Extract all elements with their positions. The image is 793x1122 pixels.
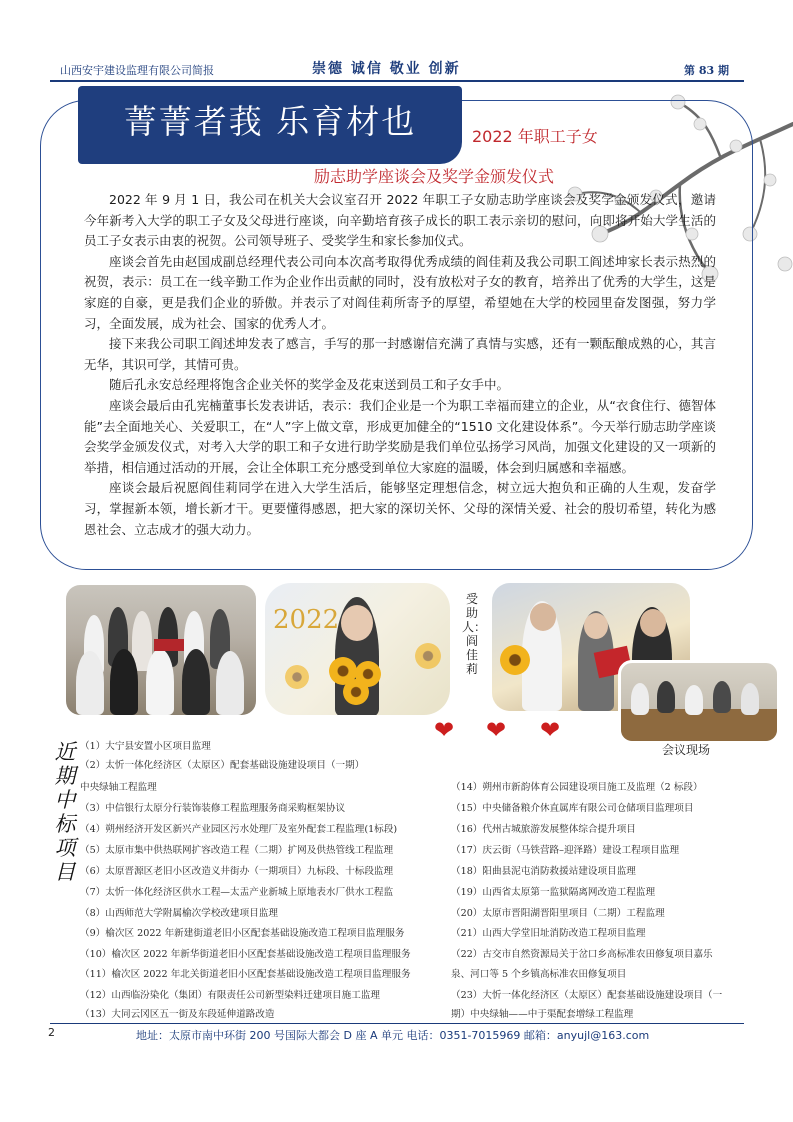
project-item: （16）代州古城旅游发展整体综合提升项目 — [451, 824, 636, 835]
banner-title: 菁菁者莪 乐育材也 — [123, 102, 417, 141]
article-paragraph: 接下来我公司职工阎述坤发表了感言，手写的那一封感谢信充满了真情与实感，还有一颗酝酿成熟的心，其言无华，其识可学，其情可贵。 — [84, 336, 716, 372]
page-number: 2 — [48, 1026, 55, 1039]
heart-icon: ❤ — [486, 716, 507, 744]
recent-projects-title: 近期中标项目 — [54, 740, 76, 884]
project-item: （22）古交市自然资源局关于岔口乡高标准农田修复项目嘉乐 — [451, 949, 713, 960]
project-item: （13）大同云冈区五一街及东段延伸道路改造 — [80, 1009, 275, 1020]
project-item: （19）山西省太原第一监狱隔离网改造工程监理 — [451, 887, 656, 898]
article-paragraph: 随后孔永安总经理将饱含企业关怀的奖学金及花束送到员工和子女手中。 — [109, 377, 510, 393]
project-item: （7）太忻一体化经济区供水工程—太盂产业新城上原地表水厂供水工程监 — [80, 887, 394, 898]
project-item: （14）朔州市新韵体育公园建设项目施工及监理（2 标段） — [451, 782, 703, 793]
project-item: 期）中央绿轴——中于渠配套增绿工程监理 — [451, 1009, 634, 1020]
meeting-caption: 会议现场 — [662, 743, 711, 757]
article-paragraph: 2022 年 9 月 1 日，我公司在机关大会议室召开 2022 年职工子女励志助学座谈会及奖学金颁发仪式，邀请今年新考入大学的职工子女及父母进行座谈，向辛勤培育孩子成长的职工表示亲切的慰问，向即将开始大学生活的员工子女表示由衷的祝贺。公司领导班子、受奖学生和家长参加仪式。 — [84, 192, 716, 249]
project-item: （4）朔州经济开发区新兴产业园区污水处理厂及室外配套工程监理(1标段) — [80, 824, 398, 835]
company-motto: 崇德 诚信 敬业 创新 — [312, 61, 461, 77]
company-name: 山西安宇建设监理有限公司简报 — [60, 64, 214, 77]
project-item: （10）榆次区 2022 年新华街道老旧小区配套基础设施改造工程项目监理服务 — [80, 949, 411, 960]
project-item: （12）山西临汾染化（集团）有限责任公司新型染料迁建项目施工监理 — [80, 990, 381, 1001]
project-item: （6）太原晋源区老旧小区改造义井街办（一期项目）九标段、十标段监理 — [80, 866, 394, 877]
heart-icon: ❤ — [434, 716, 455, 744]
article-paragraph: 座谈会首先由赵国成副总经理代表公司向本次高考取得优秀成绩的阎佳莉及我公司职工阎述坤家长表示热烈的祝贺，表示：员工在一线辛勤工作为企业作出贡献的同时，没有放松对子女的教育，培养出了优秀的大学生，这是家庭的自豪，更是我们企业的骄傲。并表示了对阎佳莉所寄予的厚望，希望她在大学的校园里奋发图强，努力学习，全面发展，成为社会、国家的优秀人才。 — [84, 253, 716, 331]
project-item: （5）太原市集中供热联网扩容改造工程（二期）扩网及供热管线工程监理 — [80, 845, 394, 856]
project-item: （20）太原市晋阳湖晋阳里项目（二期）工程监理 — [451, 908, 665, 919]
article-paragraph: 座谈会最后祝愿阎佳莉同学在进入大学生活后，能够坚定理想信念，树立远大抱负和正确的人生观，发奋学习，掌握新本领，增长新才干。更要懂得感恩，把大家的深切关怀、父母的深情关爱、社会的殷切希望，转化为感恩社会、立志成才的强大动力。 — [84, 480, 716, 537]
project-item: （18）阳曲县泥屯消防救援站建设项目监理 — [451, 866, 636, 877]
group-photo — [66, 585, 256, 715]
recipient-photo: 2022 — [265, 583, 450, 715]
project-item: （2）太忻一体化经济区（太原区）配套基础设施建设项目（一期） — [80, 760, 365, 771]
project-item: （17）庆云街（马铁营路–迎泽路）建设工程项目监理 — [451, 845, 680, 856]
header-divider — [50, 80, 744, 82]
project-item: （3）中信银行太原分行装饰装修工程监理服务商采购框架协议 — [80, 803, 346, 814]
footer-divider — [50, 1023, 744, 1024]
project-item: （21）山西大学堂旧址消防改造工程项目监理 — [451, 928, 646, 939]
project-item: （15）中央储备粮介休直属库有限公司仓储项目监理项目 — [451, 803, 694, 814]
issue-number: 第 83 期 — [684, 64, 729, 77]
article-body — [84, 190, 716, 540]
project-item: （1）大宁县安置小区项目监理 — [80, 741, 211, 752]
meeting-photo — [618, 660, 780, 744]
footer-contact: 地址：太原市南中环街 200 号国际大都会 D 座 A 单元 电话：0351-7015969 邮箱：anyujl@163.com — [136, 1029, 650, 1042]
article-subtitle-line2: 励志助学座谈会及奖学金颁发仪式 — [314, 167, 555, 186]
project-item: （11）榆次区 2022 年北关街道老旧小区配套基础设施改造工程项目监理服务 — [80, 969, 411, 980]
article-paragraph: 座谈会最后由孔宪楠董事长发表讲话，表示：我们企业是一个为职工幸福而建立的企业，从“衣食住行、德智体能”去全面地关心、关爱职工，在“人”字上做文章，形成更加健全的“1510 文化建设体系”。今天举行励志助学座谈会奖学金颁发仪式，对考入大学的职工和子女进行助学奖励是我们单位弘扬学习风尚，加强文化建设的又一项新的举措，相信通过活动的开展，会让全体职工充分感受到单位大家庭的温暖，体会到归属感和幸福感。 — [84, 397, 716, 475]
project-item: 中央绿轴工程监理 — [80, 782, 157, 793]
heart-icon: ❤ — [540, 716, 561, 744]
project-item: 泉、河口等 5 个乡镇高标准农田修复项目 — [451, 969, 627, 980]
project-item: （9）榆次区 2022 年新建街道老旧小区配套基础设施改造工程项目监理服务 — [80, 928, 405, 939]
project-item: （8）山西师范大学附属榆次学校改建项目监理 — [80, 908, 278, 919]
recipient-caption: 受助人：阎佳莉 — [462, 592, 487, 676]
project-item: （23）大忻一体化经济区（太原区）配套基础设施建设项目（一 — [451, 990, 723, 1001]
article-subtitle-line1: 2022 年职工子女 — [472, 127, 598, 146]
